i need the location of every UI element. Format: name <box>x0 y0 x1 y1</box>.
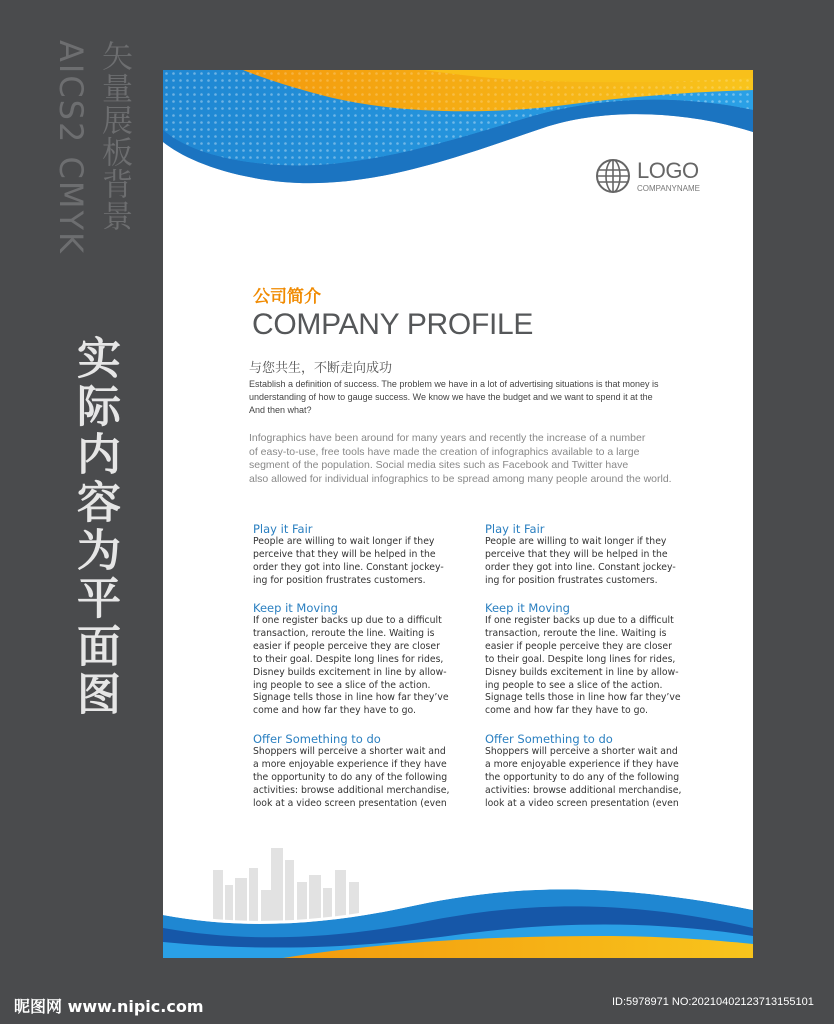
side-note-text: 实际内容为平面图 <box>69 335 120 719</box>
body-line: perceive that they will be helped in the <box>485 548 668 560</box>
wave-decoration <box>163 70 753 958</box>
body-line: a more enjoyable experience if they have <box>253 758 447 770</box>
section-play-fair <box>253 522 468 588</box>
intro2-line: segment of the population. Social media sites such as Facebook and Twitter have <box>249 459 629 472</box>
intro2-line: also allowed for individual infographics to be spread among many people around the world. <box>249 473 672 486</box>
section-body <box>253 536 468 588</box>
body-line: ing for position frustrates customers. <box>253 574 426 586</box>
body-line: order they got into line. Constant jockey- <box>485 561 676 573</box>
heading-chinese: 公司简介 <box>253 287 321 307</box>
body-line: Shoppers will perceive a shorter wait and <box>485 746 678 757</box>
section-offer-something <box>253 732 468 811</box>
section-title: Offer Something to do <box>485 732 613 746</box>
globe-icon <box>595 158 631 194</box>
slogan: 与您共生，不断走向成功 <box>249 361 393 376</box>
body-line: the opportunity to do any of the following <box>253 771 448 783</box>
body-line: come and how far they have to go. <box>253 705 417 717</box>
section-body <box>253 746 468 811</box>
body-line: Disney builds excitement in line by allow- <box>485 666 679 678</box>
intro2-line: Infographics have been around for many years and recently the increase of a number <box>249 432 646 444</box>
section-title: Play it Fair <box>485 522 545 536</box>
section-body <box>485 536 700 588</box>
body-line: If one register backs up due to a difficult <box>253 615 442 626</box>
section-title: Keep it Moving <box>253 601 338 615</box>
body-line: to their goal. Despite long lines for rides, <box>253 653 444 665</box>
infographics-paragraph <box>249 432 719 487</box>
section-body <box>485 746 700 811</box>
body-line: People are willing to wait longer if they <box>485 536 667 547</box>
body-line: If one register backs up due to a difficult <box>485 615 674 626</box>
side-vector-title: 矢量展板背景 <box>96 40 132 232</box>
body-line: easier if people perceive they are closer <box>253 640 440 652</box>
side-format-text: AICS2 CMYK <box>52 40 90 255</box>
body-line: look at a video screen presentation (even <box>253 797 447 809</box>
poster-board <box>163 70 753 958</box>
intro-line: Establish a definition of success. The problem we have in a lot of advertising situations is that money is <box>249 379 659 389</box>
body-line: ing people to see a slice of the action. <box>485 679 663 691</box>
section-title: Offer Something to do <box>253 732 381 746</box>
body-line: look at a video screen presentation (even <box>485 797 679 809</box>
intro-line: And then what? <box>249 405 312 415</box>
section-keep-moving <box>485 601 700 718</box>
body-line: Disney builds excitement in line by allow- <box>253 666 447 678</box>
body-line: easier if people perceive they are closer <box>485 640 672 652</box>
section-title: Play it Fair <box>253 522 313 536</box>
watermark-id: ID:5978971 NO:20210402123713155101 <box>612 996 814 1008</box>
body-line: perceive that they will be helped in the <box>253 548 436 560</box>
body-line: order they got into line. Constant jockey- <box>253 561 444 573</box>
body-line: the opportunity to do any of the following <box>485 771 680 783</box>
section-title: Keep it Moving <box>485 601 570 615</box>
body-line: Signage tells those in line how far they’ve <box>253 692 449 704</box>
body-line: transaction, reroute the line. Waiting is <box>485 627 667 639</box>
section-play-fair <box>485 522 700 588</box>
intro2-line: of easy-to-use, free tools have made the creation of infographics available to a large <box>249 445 640 458</box>
body-line: ing people to see a slice of the action. <box>253 679 431 691</box>
body-line: to their goal. Despite long lines for rides, <box>485 653 676 665</box>
intro-line: understanding of how to gauge success. We know we have the budget and we want to spend it at the <box>249 392 653 402</box>
company-logo <box>595 158 700 198</box>
body-line: come and how far they have to go. <box>485 705 649 717</box>
heading-english: COMPANY PROFILE <box>252 308 534 341</box>
intro-paragraph <box>249 378 709 417</box>
body-line: Signage tells those in line how far they’ve <box>485 692 681 704</box>
section-body <box>485 615 700 718</box>
body-line: activities: browse additional merchandise, <box>485 784 682 796</box>
body-line: Shoppers will perceive a shorter wait and <box>253 746 446 757</box>
watermark-brand: 昵图网 www.nipic.com <box>14 997 204 1016</box>
body-line: ing for position frustrates customers. <box>485 574 658 586</box>
body-line: People are willing to wait longer if they <box>253 536 435 547</box>
section-body <box>253 615 468 718</box>
body-line: a more enjoyable experience if they have <box>485 758 679 770</box>
section-keep-moving <box>253 601 468 718</box>
body-line: activities: browse additional merchandise, <box>253 784 450 796</box>
logo-company-name: COMPANYNAME <box>637 184 700 193</box>
logo-text: LOGO <box>637 158 699 183</box>
section-offer-something <box>485 732 700 811</box>
body-line: transaction, reroute the line. Waiting is <box>253 627 435 639</box>
